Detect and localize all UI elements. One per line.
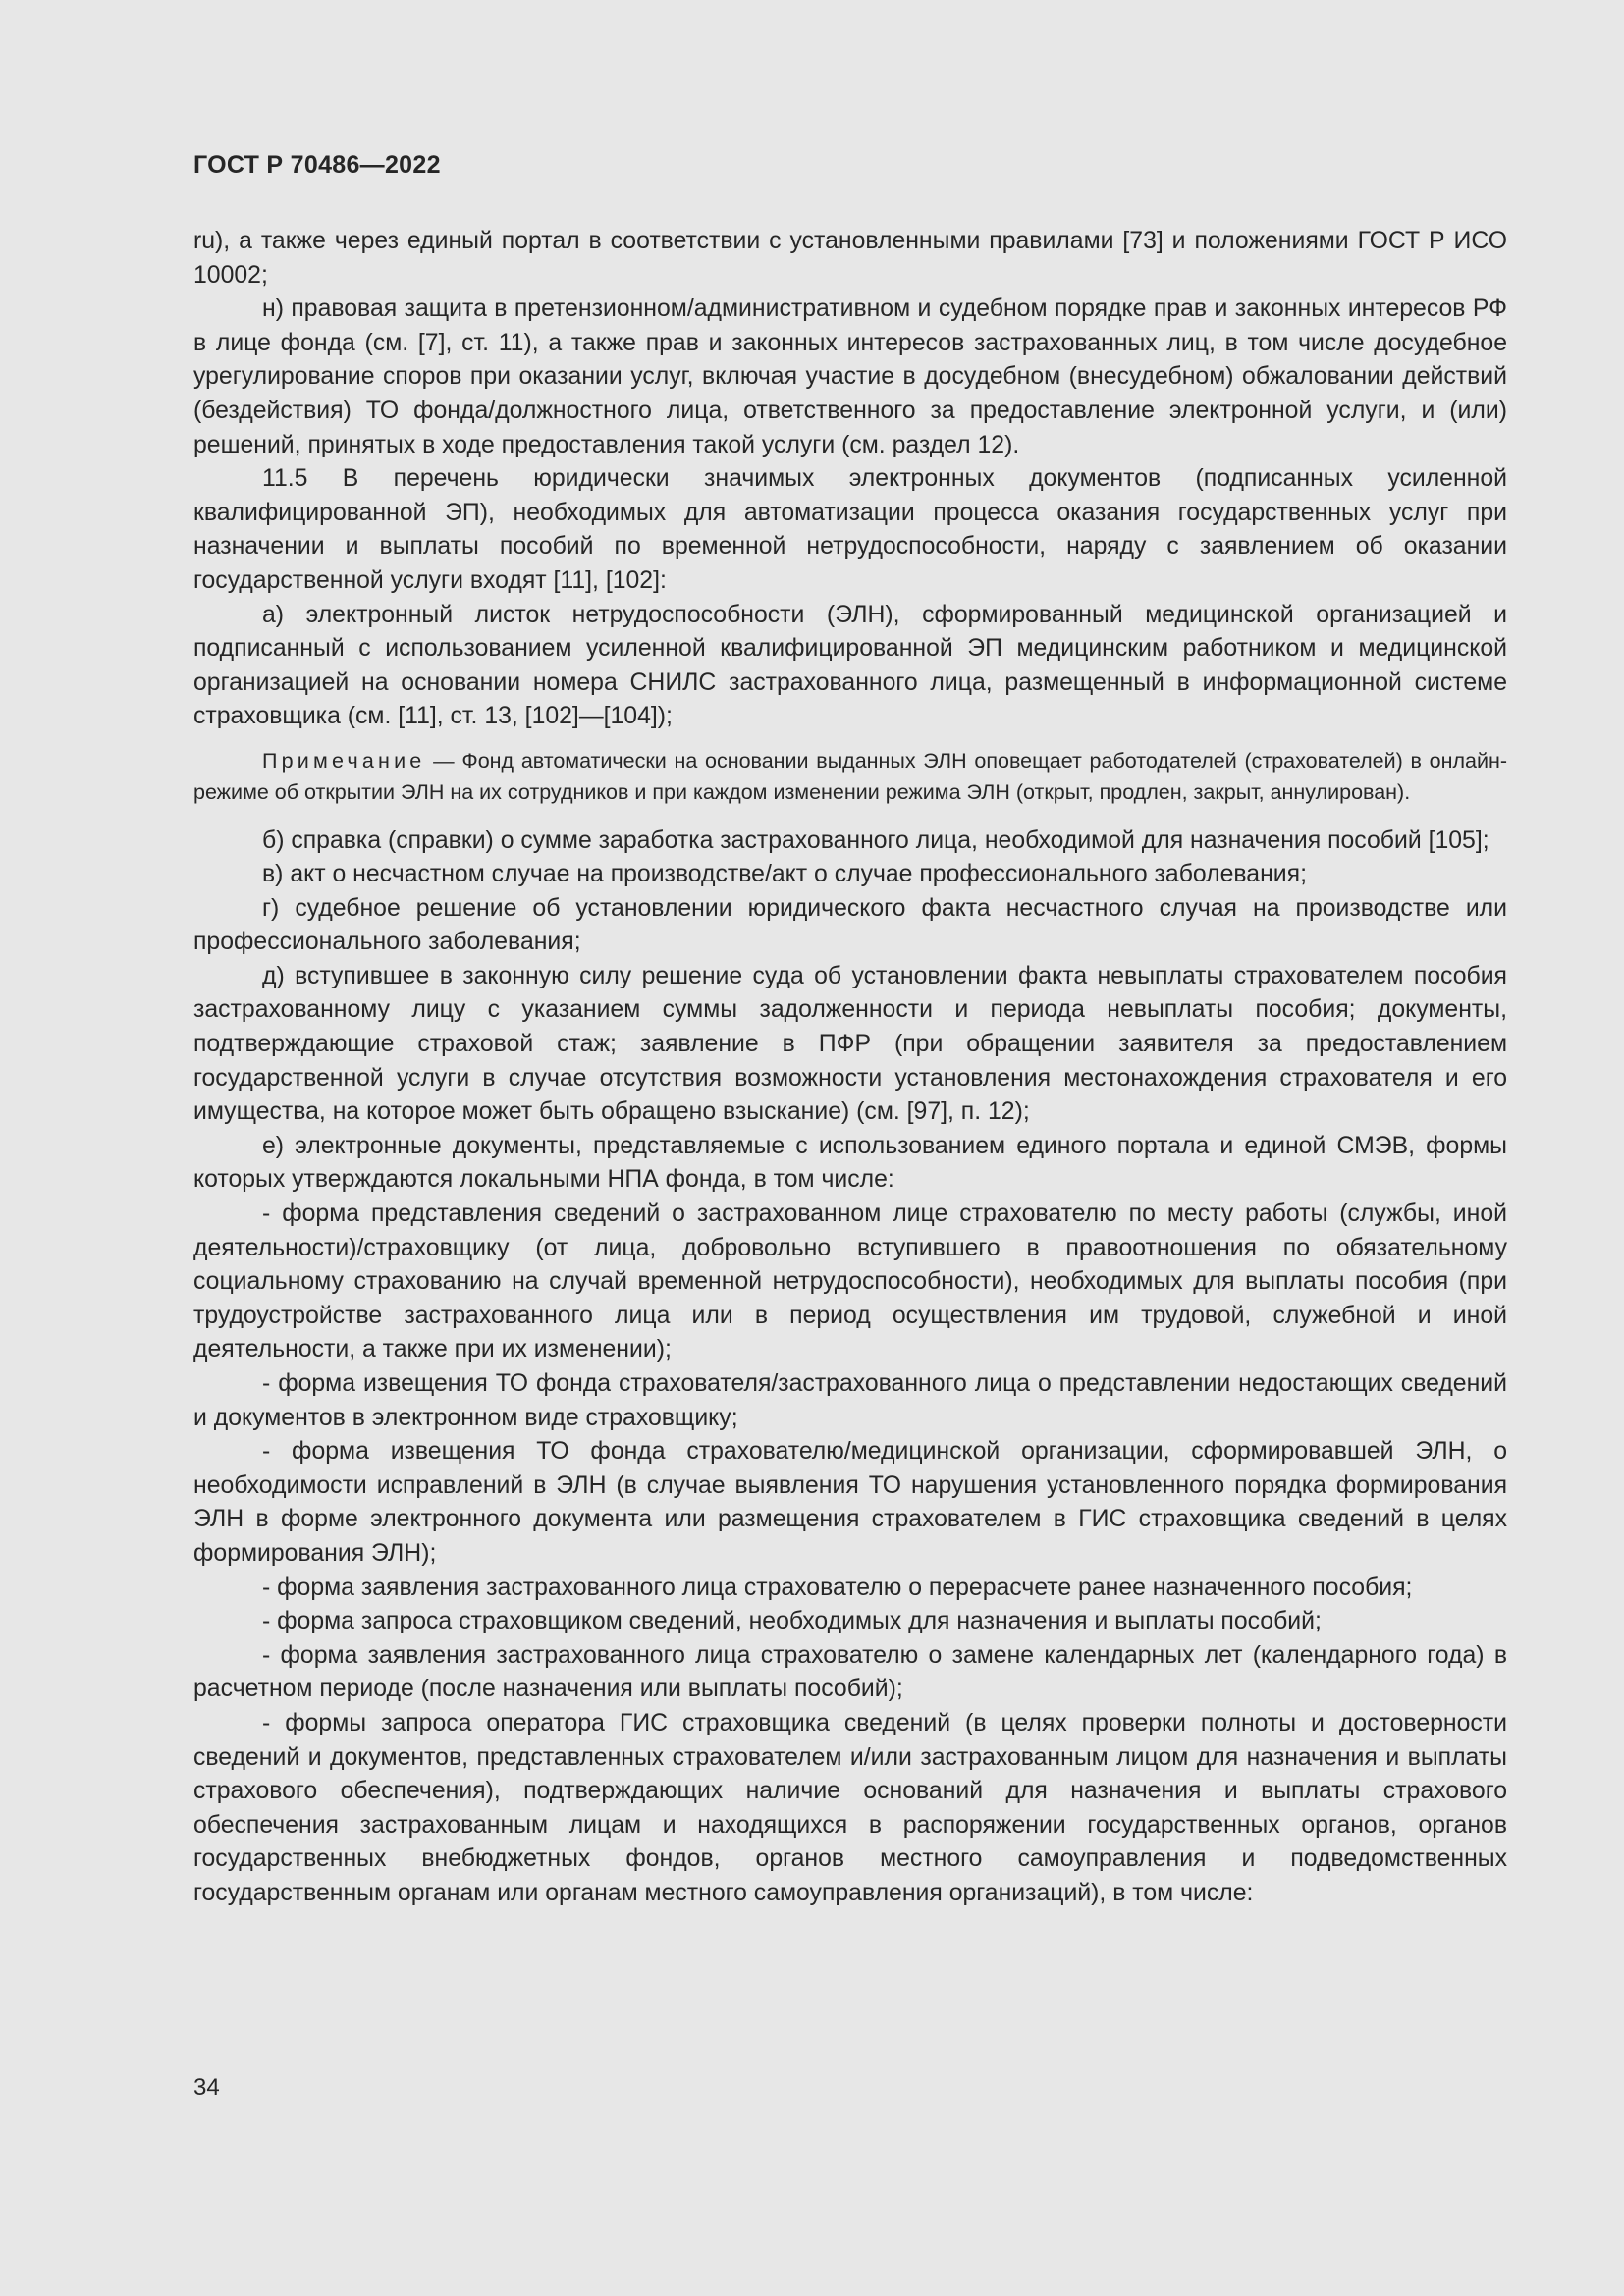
dash-item-form-7: - формы запроса оператора ГИС страховщика сведений (в целях проверки полноты и достоверности сведений и документов, представленных страхователем и/или застрахованным лицом для назначения и выплаты страхового обеспечения), подтверждающих наличие оснований для назначения и выплаты страхового обеспечения застрахованным лицам и находящихся в распоряжении государственных органов, органов государственных внебюджетных фондов, органов местного самоуправления и подведомственных государственным органам или органам местного самоуправления организаций), в том числе: bbox=[193, 1709, 1507, 1906]
standard-header: ГОСТ Р 70486—2022 bbox=[193, 151, 441, 179]
list-item-b: б) справка (справки) о сумме заработка застрахованного лица, необходимой для назначения пособий [105]; bbox=[262, 827, 1489, 854]
dash-item-form-6: - форма заявления застрахованного лица страхователю о замене календарных лет (календарного года) в расчетном периоде (после назначения или выплаты пособий); bbox=[193, 1641, 1507, 1703]
dash-item-form-3: - форма извещения ТО фонда страхователю/медицинской организации, сформировавшей ЭЛН, о необходимости исправлений в ЭЛН (в случае выявления ТО нарушения установленного порядка формирования ЭЛН в форме электронного документа или размещения страхователем в ГИС страховщика сведений в целях формирования ЭЛН); bbox=[193, 1438, 1507, 1567]
paragraph-continuation: ru), а также через единый портал в соответствии с установленными правилами [73] и положениями ГОСТ Р ИСО 10002; bbox=[193, 228, 1507, 289]
note-text: — Фонд автоматически на основании выданных ЭЛН оповещает работодателей (страхователей) в онлайн-режиме об открытии ЭЛН на их сотрудников и при каждом изменении режима ЭЛН (открыт, продлен, закрыт, аннулирован). bbox=[193, 748, 1507, 804]
list-item-a: а) электронный листок нетрудоспособности (ЭЛН), сформированный медицинской организацией и подписанный с использованием усиленной квалифицированной ЭП медицинским работником и медицинской организацией на основании номера СНИЛС застрахованного лица, размещенный в информационной системе страховщика (см. [11], ст. 13, [102]—[104]); bbox=[193, 601, 1507, 730]
list-item-n: н) правовая защита в претензионном/административном и судебном порядке прав и законных интересов РФ в лице фонда (см. [7], ст. 11), а также прав и законных интересов застрахованных лиц, в том числе досудебное урегулирование споров при оказании услуг, включая участие в досудебном (внесудебном) обжаловании действий (бездействия) ТО фонда/должностного лица, ответственного за предоставление электронной услуги, и (или) решений, принятых в ходе предоставления такой услуги (см. раздел 12). bbox=[193, 295, 1507, 458]
list-item-d: д) вступившее в законную силу решение суда об установлении факта невыплаты страхователем пособия застрахованному лицу с указанием суммы задолженности и периода невыплаты пособия; документы, подтверждающие страховой стаж; заявление в ПФР (при обращении заявителя за предоставлением государственной услуги в случае отсутствия возможности установления местонахождения страхователя и его имущества, на которое может быть обращено взыскание) (см. [97], п. 12); bbox=[193, 962, 1507, 1126]
note-label: Примечание bbox=[262, 748, 426, 773]
list-item-e: е) электронные документы, представляемые с использованием единого портала и единой СМЭВ, формы которых утверждаются локальными НПА фонда, в том числе: bbox=[193, 1132, 1507, 1194]
list-item-g: г) судебное решение об установлении юридического факта несчастного случая на производстве или профессионального заболевания; bbox=[193, 894, 1507, 956]
note-block bbox=[193, 746, 1507, 809]
document-body bbox=[193, 225, 1507, 1911]
section-11-5: 11.5 В перечень юридически значимых электронных документов (подписанных усиленной квалифицированной ЭП), необходимых для автоматизации процесса оказания государственных услуг при назначении и выплаты пособий по временной нетрудоспособности, наряду с заявлением об оказании государственной услуги входят [11], [102]: bbox=[193, 465, 1507, 594]
dash-item-form-5: - форма запроса страховщиком сведений, необходимых для назначения и выплаты пособий; bbox=[262, 1608, 1322, 1635]
page-number: 34 bbox=[193, 2074, 220, 2101]
dash-item-form-1: - форма представления сведений о застрахованном лице страхователю по месту работы (службы, иной деятельности)/страховщику (от лица, добровольно вступившего в правоотношения по обязательному социальному страхованию на случай временной нетрудоспособности), необходимых для выплаты пособия (при трудоустройстве застрахованного лица или в период осуществления им трудовой, служебной и иной деятельности, а также при их изменении); bbox=[193, 1201, 1507, 1363]
dash-item-form-4: - форма заявления застрахованного лица страхователю о перерасчете ранее назначенного пособия; bbox=[262, 1574, 1413, 1601]
dash-item-form-2: - форма извещения ТО фонда страхователя/застрахованного лица о представлении недостающих сведений и документов в электронном виде страховщику; bbox=[193, 1370, 1507, 1431]
list-item-v: в) акт о несчастном случае на производстве/акт о случае профессионального заболевания; bbox=[262, 861, 1307, 888]
